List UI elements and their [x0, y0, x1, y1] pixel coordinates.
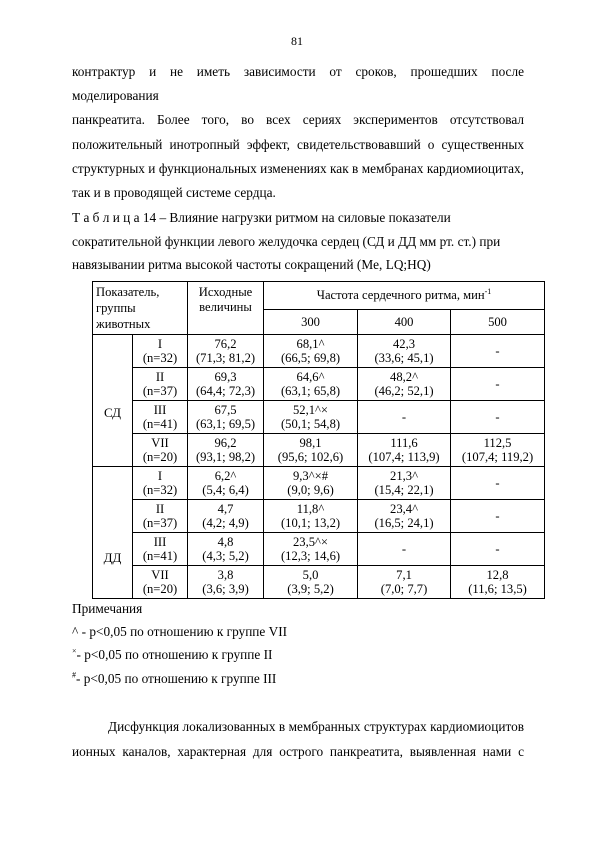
- table-row: [93, 335, 545, 368]
- baseline-cell: 6,2^ (5,4; 6,4): [188, 467, 264, 500]
- table-row: [93, 533, 545, 566]
- text-line: ионных каналов, характерная для острого панкреатита, выявленная нами с: [72, 743, 524, 759]
- value-cell-500: 12,8 (11,6; 13,5): [451, 566, 545, 599]
- baseline-header: Исходные величины: [188, 282, 264, 335]
- value-cell-400: 7,1 (7,0; 7,7): [358, 566, 451, 599]
- note-item: #- p<0,05 по отношению к группе III: [72, 670, 277, 686]
- text-line: контрактур и не иметь зависимости от сроков, прошедших после моделирования: [72, 64, 524, 104]
- note-item: ^ - p<0,05 по отношению к группе VII: [72, 624, 288, 640]
- table-row: [93, 368, 545, 401]
- group-block-label: ДД: [93, 467, 133, 599]
- group-cell: VII (n=20): [133, 566, 188, 599]
- value-cell-500: 112,5 (107,4; 119,2): [451, 434, 545, 467]
- caption-line: навязывании ритма высокой частоты сокращений (Me, LQ;HQ): [72, 257, 431, 272]
- value-cell-400: 42,3 (33,6; 45,1): [358, 335, 451, 368]
- freq-col-300: 300: [264, 310, 358, 335]
- group-cell: III (n=41): [133, 533, 188, 566]
- table-row: [93, 434, 545, 467]
- value-cell-300: 9,3^×# (9,0; 9,6): [264, 467, 358, 500]
- text-line: панкреатита. Более того, во всех сериях экспериментов отсутствовал: [72, 112, 524, 128]
- table-row: [93, 566, 545, 599]
- baseline-cell: 4,8 (4,3; 5,2): [188, 533, 264, 566]
- text-line: так и в проводящей системе сердца.: [72, 185, 276, 201]
- notes-title: Примечания: [72, 601, 143, 616]
- value-cell-300: 23,5^× (12,3; 14,6): [264, 533, 358, 566]
- value-cell-400: 21,3^ (15,4; 22,1): [358, 467, 451, 500]
- value-cell-500: -: [451, 533, 545, 566]
- text-line: положительный инотропный эффект, свидетельствовавший о существенных: [72, 136, 524, 152]
- caption-line: сократительной функции левого желудочка сердец (СД и ДД мм рт. ст.) при: [72, 233, 501, 249]
- page-number: 81: [291, 34, 303, 48]
- baseline-cell: 4,7 (4,2; 4,9): [188, 500, 264, 533]
- notes: [72, 597, 532, 690]
- value-cell-300: 5,0 (3,9; 5,2): [264, 566, 358, 599]
- text-line: структурных и функциональных изменениях как в мембранах кардиомиоцитах,: [72, 160, 524, 176]
- value-cell-300: 11,8^ (10,1; 13,2): [264, 500, 358, 533]
- value-cell-300: 98,1 (95,6; 102,6): [264, 434, 358, 467]
- frequency-header: Частота сердечного ритма, мин$^{-1}$: [264, 282, 545, 310]
- data-table: [92, 281, 545, 599]
- value-cell-500: -: [451, 335, 545, 368]
- value-cell-400: -: [358, 401, 451, 434]
- baseline-cell: 76,2 (71,3; 81,2): [188, 335, 264, 368]
- baseline-cell: 67,5 (63,1; 69,5): [188, 401, 264, 434]
- text-line: Дисфункция локализованных в мембранных структурах кардиомиоцитов: [108, 719, 524, 734]
- table-row: [93, 500, 545, 533]
- group-cell: I (n=32): [133, 467, 188, 500]
- group-cell: II (n=37): [133, 368, 188, 401]
- group-cell: VII (n=20): [133, 434, 188, 467]
- paragraph-continuation: [72, 715, 524, 764]
- value-cell-500: -: [451, 467, 545, 500]
- note-item: ×- p<0,05 по отношению к группе II: [72, 646, 273, 663]
- baseline-cell: 69,3 (64,4; 72,3): [188, 368, 264, 401]
- value-cell-300: 68,1^ (66,5; 69,8): [264, 335, 358, 368]
- value-cell-300: 52,1^× (50,1; 54,8): [264, 401, 358, 434]
- group-block-label: СД: [93, 335, 133, 467]
- value-cell-400: -: [358, 533, 451, 566]
- value-cell-500: -: [451, 401, 545, 434]
- table-caption: [72, 206, 532, 277]
- freq-col-500: 500: [451, 310, 545, 335]
- group-cell: II (n=37): [133, 500, 188, 533]
- value-cell-400: 48,2^ (46,2; 52,1): [358, 368, 451, 401]
- baseline-cell: 96,2 (93,1; 98,2): [188, 434, 264, 467]
- value-cell-400: 23,4^ (16,5; 24,1): [358, 500, 451, 533]
- paragraph-intro: [72, 60, 524, 205]
- table-row: [93, 467, 545, 500]
- group-cell: III (n=41): [133, 401, 188, 434]
- group-cell: I (n=32): [133, 335, 188, 368]
- baseline-cell: 3,8 (3,6; 3,9): [188, 566, 264, 599]
- value-cell-500: -: [451, 368, 545, 401]
- freq-col-400: 400: [358, 310, 451, 335]
- value-cell-300: 64,6^ (63,1; 65,8): [264, 368, 358, 401]
- value-cell-500: -: [451, 500, 545, 533]
- param-header: Показатель, группы животных: [93, 282, 188, 335]
- value-cell-400: 111,6 (107,4; 113,9): [358, 434, 451, 467]
- caption-line: Т а б л и ц а 14 – Влияние нагрузки ритмом на силовые показатели: [72, 210, 451, 225]
- table-row: [93, 401, 545, 434]
